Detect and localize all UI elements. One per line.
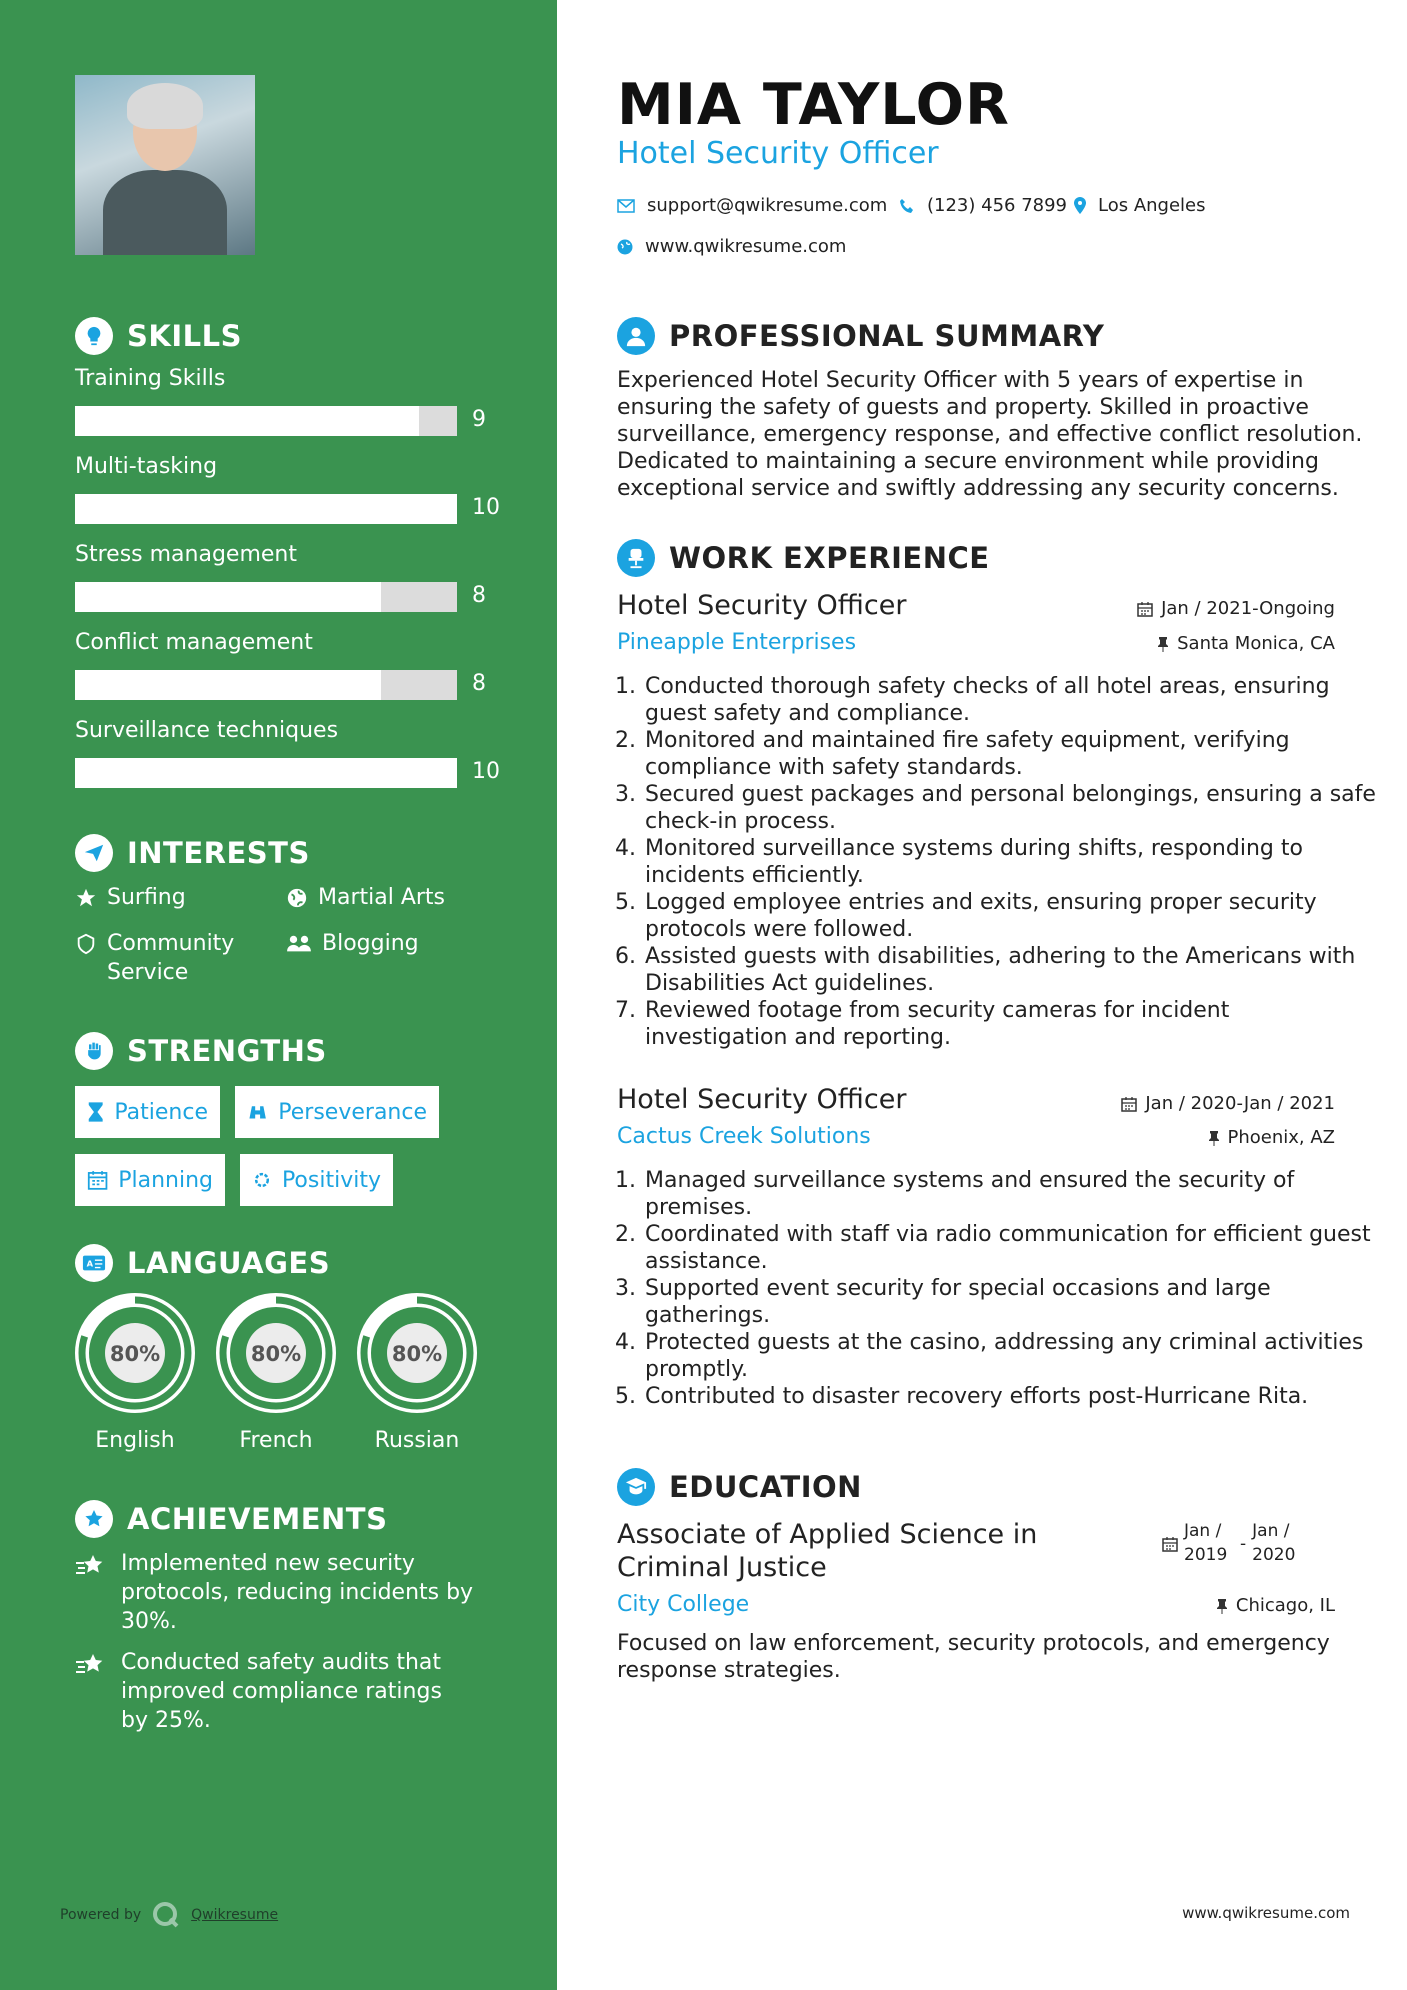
- languages-title: LANGUAGES: [127, 1246, 331, 1280]
- interest-item: [75, 883, 186, 912]
- calendar-icon: [87, 1169, 108, 1191]
- education-dash: -: [1240, 1534, 1247, 1554]
- star-ribbon-icon: [75, 1553, 107, 1579]
- globe-icon: [617, 239, 633, 255]
- powered-by-label: Powered by: [60, 1907, 142, 1923]
- language-card-icon: [75, 1244, 113, 1282]
- interests-title: INTERESTS: [127, 836, 310, 870]
- lightbulb-icon: [75, 317, 113, 355]
- education-dates: [1162, 1519, 1302, 1567]
- pushpin-icon: [1216, 1598, 1228, 1614]
- interest-label: Surfing: [107, 885, 186, 910]
- skill-value: 8: [472, 671, 486, 696]
- achievement-item: [75, 1648, 475, 1735]
- duty-item: 2. Monitored and maintained fire safety equipment, verifying compliance with safety standards.: [643, 727, 1377, 781]
- job-dates-text: Jan / 2021-Ongoing: [1161, 598, 1335, 619]
- star-icon: [75, 887, 97, 909]
- interest-item: [75, 929, 255, 987]
- envelope-icon: [617, 199, 635, 213]
- achievement-item: [75, 1549, 475, 1636]
- strength-badge: [240, 1154, 393, 1206]
- map-pin-icon: [1074, 197, 1086, 214]
- strengths-header: [75, 1032, 327, 1070]
- job-company: Cactus Creek Solutions: [617, 1124, 871, 1149]
- skill-value: 10: [472, 495, 500, 520]
- summary-text: Experienced Hotel Security Officer with 5 years of expertise in ensuring the safety of guests and property. Skilled in proactive surveillance, emergency response, and effective conflict resolution. Dedicated to maintaining a secure environment while providing exceptional service and swiftly addressing any security concerns.: [617, 368, 1363, 501]
- skill-name: Training Skills: [75, 366, 226, 391]
- skill-bar: [75, 758, 457, 788]
- education-header: [617, 1468, 862, 1506]
- duty-item: 7. Reviewed footage from security cameras for incident investigation and reporting.: [643, 997, 1377, 1051]
- skill-bar: [75, 406, 457, 436]
- duty-item: 5. Logged employee entries and exits, ensuring proper security protocols were followed.: [643, 889, 1377, 943]
- duty-item: 1. Conducted thorough safety checks of all hotel areas, ensuring guest safety and compliance.: [643, 673, 1377, 727]
- strength-label: Perseverance: [278, 1099, 427, 1125]
- duty-item: 3. Secured guest packages and personal belongings, ensuring a safe check-in process.: [643, 781, 1377, 835]
- duty-item: 4. Monitored surveillance systems during shifts, responding to incidents efficiently.: [643, 835, 1377, 889]
- achievement-text: Implemented new security protocols, reducing incidents by 30%.: [121, 1551, 474, 1634]
- strength-label: Patience: [114, 1099, 208, 1125]
- interest-label: Martial Arts: [318, 885, 446, 910]
- skill-name: Surveillance techniques: [75, 718, 339, 743]
- svg-text:A: A: [86, 1258, 94, 1269]
- footer-url[interactable]: www.qwikresume.com: [1182, 1904, 1350, 1922]
- phone-icon: [899, 198, 915, 214]
- skill-value: 10: [472, 759, 500, 784]
- profile-photo: [75, 75, 255, 255]
- phone-text[interactable]: (123) 456 7899: [927, 195, 1068, 216]
- duty-item: 3. Supported event security for special occasions and large gatherings.: [643, 1275, 1377, 1329]
- location-text: Los Angeles: [1098, 195, 1206, 216]
- job-company: Pineapple Enterprises: [617, 630, 857, 655]
- graduate-icon: [617, 1468, 655, 1506]
- summary-header: [617, 317, 1104, 355]
- contact-email: [617, 195, 887, 216]
- skill-value: 8: [472, 583, 486, 608]
- user-icon: [617, 317, 655, 355]
- strength-badge: [235, 1086, 439, 1138]
- job-location: [1208, 1127, 1336, 1148]
- education-end: Jan / 2020: [1252, 1521, 1296, 1565]
- calendar-icon: [1162, 1536, 1178, 1552]
- language-name: French: [239, 1428, 313, 1453]
- job-duties: [617, 673, 1377, 1051]
- interest-label: Community Service: [107, 931, 235, 985]
- language-name: Russian: [374, 1428, 460, 1453]
- duty-item: 1. Managed surveillance systems and ensured the security of premises.: [643, 1167, 1377, 1221]
- interest-item: [286, 883, 445, 912]
- qwikresume-logo-icon: [151, 1900, 181, 1930]
- job-dates: [1121, 1093, 1335, 1114]
- language-ring: [215, 1292, 337, 1414]
- strength-label: Positivity: [281, 1167, 381, 1193]
- language-percent: 80%: [250, 1342, 302, 1366]
- skill-name: Multi-tasking: [75, 454, 218, 479]
- language-ring: [356, 1292, 478, 1414]
- interest-label: Blogging: [322, 931, 419, 956]
- candidate-title: Hotel Security Officer: [617, 136, 939, 171]
- education-degree: Associate of Applied Science in Criminal Justice: [617, 1519, 1038, 1583]
- calendar-icon: [1121, 1096, 1137, 1112]
- strength-badge: [75, 1154, 225, 1206]
- qwikresume-link[interactable]: Qwikresume: [191, 1907, 279, 1923]
- website-text[interactable]: www.qwikresume.com: [645, 236, 847, 257]
- language-percent: 80%: [109, 1342, 161, 1366]
- strength-badge: [75, 1086, 220, 1138]
- summary-title: PROFESSIONAL SUMMARY: [669, 319, 1105, 353]
- shield-icon: [75, 933, 97, 955]
- skill-name: Conflict management: [75, 630, 313, 655]
- candidate-name: MIA TAYLOR: [617, 72, 1010, 138]
- job-location-text: Phoenix, AZ: [1227, 1127, 1335, 1148]
- strengths-title: STRENGTHS: [127, 1034, 327, 1068]
- strength-label: Planning: [118, 1167, 213, 1193]
- education-school: City College: [617, 1592, 750, 1617]
- achievement-text: Conducted safety audits that improved compliance ratings by 25%.: [121, 1650, 442, 1733]
- binoculars-icon: [247, 1101, 268, 1123]
- job-duties: [617, 1167, 1377, 1410]
- gear-icon: [252, 1169, 272, 1191]
- star-ribbon-icon: [75, 1652, 107, 1678]
- education-location-text: Chicago, IL: [1235, 1595, 1335, 1616]
- hourglass-icon: [87, 1101, 104, 1123]
- globe-icon: [286, 887, 308, 909]
- language-percent: 80%: [391, 1342, 443, 1366]
- interests-header: [75, 834, 310, 872]
- languages-header: [75, 1244, 330, 1282]
- education-description: Focused on law enforcement, security protocols, and emergency response strategies.: [617, 1631, 1330, 1683]
- education-start: Jan / 2019: [1184, 1521, 1228, 1565]
- duty-item: 6. Assisted guests with disabilities, adhering to the Americans with Disabilities Act guidelines.: [643, 943, 1377, 997]
- pushpin-icon: [1157, 636, 1169, 652]
- experience-header: [617, 539, 990, 577]
- calendar-icon: [1137, 601, 1153, 617]
- sidebar: [0, 0, 557, 1990]
- job-location-text: Santa Monica, CA: [1177, 633, 1335, 654]
- skill-bar: [75, 494, 457, 524]
- interest-item: [286, 929, 419, 958]
- duty-item: 2. Coordinated with staff via radio communication for efficient guest assistance.: [643, 1221, 1377, 1275]
- job-title: Hotel Security Officer: [617, 590, 907, 621]
- skills-title: SKILLS: [127, 319, 242, 353]
- paper-plane-icon: [75, 834, 113, 872]
- job-dates: [1137, 598, 1335, 619]
- office-chair-icon: [617, 539, 655, 577]
- fist-icon: [75, 1032, 113, 1070]
- pushpin-icon: [1208, 1130, 1220, 1146]
- email-text[interactable]: support@qwikresume.com: [647, 195, 888, 216]
- education-title: EDUCATION: [669, 1470, 862, 1504]
- contact-website: [617, 236, 846, 257]
- powered-by: [60, 1900, 278, 1930]
- skill-name: Stress management: [75, 542, 297, 567]
- star-badge-icon: [75, 1500, 113, 1538]
- experience-title: WORK EXPERIENCE: [669, 541, 990, 575]
- achievements-title: ACHIEVEMENTS: [127, 1502, 388, 1536]
- job-title: Hotel Security Officer: [617, 1084, 907, 1115]
- job-location: [1157, 633, 1335, 654]
- language-ring: [74, 1292, 196, 1414]
- users-icon: [286, 933, 312, 955]
- language-name: English: [95, 1428, 175, 1453]
- contact-phone: [899, 195, 1067, 216]
- skill-bar: [75, 582, 457, 612]
- skills-header: [75, 317, 242, 355]
- duty-item: 4. Protected guests at the casino, addressing any criminal activities promptly.: [643, 1329, 1377, 1383]
- job-dates-text: Jan / 2020-Jan / 2021: [1145, 1093, 1335, 1114]
- contact-location: [1074, 195, 1206, 216]
- skill-value: 9: [472, 407, 486, 432]
- duty-item: 5. Contributed to disaster recovery efforts post-Hurricane Rita.: [643, 1383, 1377, 1410]
- achievements-header: [75, 1500, 387, 1538]
- skill-bar: [75, 670, 457, 700]
- main-content: [557, 0, 1407, 1990]
- education-location: [1216, 1595, 1335, 1616]
